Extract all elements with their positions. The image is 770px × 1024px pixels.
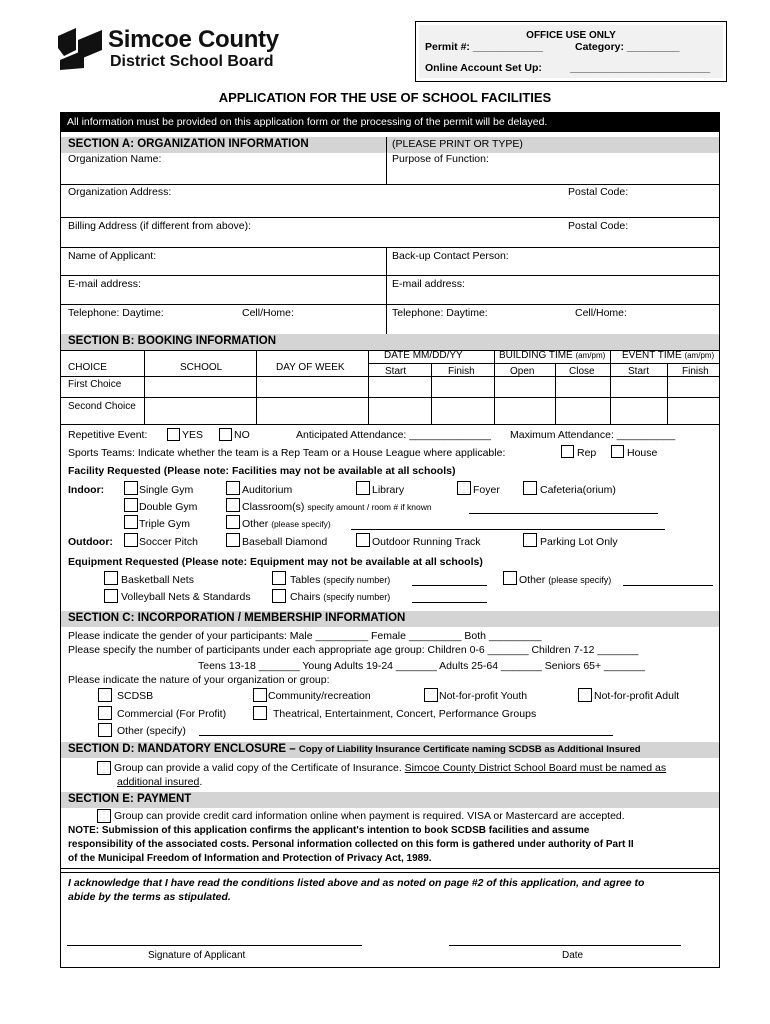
commercial-label: Commercial (For Profit) [117, 708, 227, 720]
backup-telephone-field[interactable]: Telephone: Daytime: [392, 307, 488, 319]
logo-line-1: Simcoe County [108, 26, 279, 53]
single-gym-checkbox[interactable] [124, 481, 138, 495]
nature-label: Please indicate the nature of your organization or group: [68, 674, 330, 686]
telephone-field[interactable]: Telephone: Daytime: [68, 307, 164, 319]
auditorium-checkbox[interactable] [226, 481, 240, 495]
office-use-box [415, 21, 727, 82]
house-label: House [627, 447, 658, 459]
section-d-title: SECTION D: MANDATORY ENCLOSURE – Copy of Liability Insurance Certificate naming SCDSB as Additional Insured [68, 743, 641, 755]
rep-label: Rep [577, 447, 597, 459]
nfp-adult-label: Not-for-profit Adult [594, 690, 680, 702]
applicant-name-field[interactable]: Name of Applicant: [68, 250, 157, 262]
soccer-pitch-label: Soccer Pitch [139, 536, 198, 548]
notice-banner: All information must be provided on this application form or the processing of the permit will be delayed. [61, 113, 719, 132]
double-gym-checkbox[interactable] [124, 498, 138, 512]
classrooms-label: Classroom(s) specify amount / room # if known [242, 501, 432, 513]
org-name-field[interactable]: Organization Name: [68, 153, 162, 165]
row-first-choice: First Choice [68, 379, 122, 390]
triple-gym-checkbox[interactable] [124, 515, 138, 529]
yes-label: YES [182, 429, 204, 441]
classrooms-line[interactable] [469, 513, 658, 514]
nfp-youth-label: Not-for-profit Youth [439, 690, 528, 702]
cafeteria-label: Cafeteria(orium) [540, 484, 616, 496]
maximum-attendance-field[interactable]: Maximum Attendance: __________ [510, 429, 676, 441]
chairs-checkbox[interactable] [272, 589, 286, 603]
col-choice: CHOICE [68, 362, 107, 373]
billing-postal-code-field[interactable]: Postal Code: [568, 220, 629, 232]
library-checkbox[interactable] [356, 481, 370, 495]
chairs-line[interactable] [412, 602, 487, 603]
other-equipment-line[interactable] [623, 585, 713, 586]
nfp-adult-checkbox[interactable] [578, 688, 592, 702]
col-date-start: Start [385, 366, 407, 377]
org-address-field[interactable]: Organization Address: [68, 186, 172, 198]
chairs-label: Chairs (specify number) [290, 591, 391, 603]
logo-line-2: District School Board [110, 53, 274, 70]
section-e-title: SECTION E: PAYMENT [68, 793, 192, 805]
running-track-label: Outdoor Running Track [372, 536, 481, 548]
date-line[interactable] [449, 945, 681, 946]
cafeteria-checkbox[interactable] [523, 481, 537, 495]
indoor-label: Indoor: [68, 484, 105, 496]
triple-gym-label: Triple Gym [139, 518, 190, 530]
anticipated-attendance-field[interactable]: Anticipated Attendance: ______________ [296, 429, 492, 441]
logo-mark-icon [58, 28, 102, 70]
date-label: Date [562, 950, 584, 961]
age-groups-field[interactable]: Please specify the number of participants under each appropriate age group: Children 0-6 _______ Children 7-12 _______ [68, 644, 639, 656]
tables-label: Tables (specify number) [290, 574, 391, 586]
purpose-field[interactable]: Purpose of Function: [392, 153, 489, 165]
col-building-open: Open [510, 366, 535, 377]
payment-text: Group can provide credit card information online when payment is required. VISA or Mastercard are accepted. [114, 810, 625, 822]
running-track-checkbox[interactable] [356, 533, 370, 547]
equipment-heading: Equipment Requested (Please note: Equipment may not be available at all schools) [68, 556, 483, 568]
scdsb-label: SCDSB [117, 690, 154, 702]
permit-field: Permit #: ____________ [425, 41, 543, 53]
tables-line[interactable] [412, 585, 487, 586]
section-b-title: SECTION B: BOOKING INFORMATION [68, 335, 277, 347]
outdoor-label: Outdoor: [68, 536, 113, 548]
row-second-choice: Second Choice [68, 401, 136, 412]
theatrical-checkbox[interactable] [253, 706, 267, 720]
facility-requested-heading: Facility Requested (Please note: Facilities may not be available at all schools) [68, 465, 456, 477]
postal-code-field[interactable]: Postal Code: [568, 186, 629, 198]
no-label: NO [234, 429, 250, 441]
section-a-title: SECTION A: ORGANIZATION INFORMATION [68, 138, 309, 150]
library-label: Library [372, 484, 405, 496]
baseball-diamond-label: Baseball Diamond [242, 536, 328, 548]
single-gym-label: Single Gym [139, 484, 194, 496]
col-day-of-week: DAY OF WEEK [276, 362, 345, 373]
signature-line[interactable] [67, 945, 362, 946]
repetitive-label: Repetitive Event: [68, 429, 148, 441]
form-title: APPLICATION FOR THE USE OF SCHOOL FACILITIES [218, 90, 552, 105]
theatrical-label: Theatrical, Entertainment, Concert, Performance Groups [273, 708, 537, 720]
cell-field[interactable]: Cell/Home: [242, 307, 294, 319]
insurance-text-2: additional insured. [117, 776, 203, 788]
section-c-title: SECTION C: INCORPORATION / MEMBERSHIP INFORMATION [68, 612, 406, 624]
privacy-note-2: responsibility of the associated costs. Personal information collected on this form is gathered under authority of Part II [68, 839, 634, 850]
col-building-time: BUILDING TIME (am/pm) [499, 350, 606, 361]
col-school: SCHOOL [180, 362, 223, 373]
other-org-checkbox[interactable] [98, 723, 112, 737]
soccer-pitch-checkbox[interactable] [124, 533, 138, 547]
other-equipment-label: Other (please specify) [519, 574, 612, 586]
col-event-finish: Finish [682, 366, 709, 377]
privacy-note-3: of the Municipal Freedom of Information and Protection of Privacy Act, 1989. [68, 853, 432, 864]
community-checkbox[interactable] [253, 688, 267, 702]
volleyball-nets-checkbox[interactable] [104, 589, 118, 603]
tables-checkbox[interactable] [272, 571, 286, 585]
nfp-youth-checkbox[interactable] [424, 688, 438, 702]
repetitive-yes-checkbox[interactable] [167, 428, 180, 441]
payment-checkbox[interactable] [97, 809, 111, 823]
gender-field[interactable]: Please indicate the gender of your participants: Male _________ Female _________ Both _________ [68, 630, 542, 642]
email-field[interactable]: E-mail address: [68, 278, 141, 290]
foyer-checkbox[interactable] [457, 481, 471, 495]
classrooms-checkbox[interactable] [226, 498, 240, 512]
other-org-line[interactable] [199, 735, 613, 736]
col-event-start: Start [628, 366, 650, 377]
basketball-nets-checkbox[interactable] [104, 571, 118, 585]
other-equipment-checkbox[interactable] [503, 571, 517, 585]
backup-email-field[interactable]: E-mail address: [392, 278, 465, 290]
age-groups-field-2[interactable]: Teens 13-18 _______ Young Adults 19-24 _______ Adults 25-64 _______ Seniors 65+ _______ [198, 660, 645, 672]
col-date: DATE MM/DD/YY [384, 350, 463, 361]
other-org-label: Other (specify) [117, 725, 186, 737]
baseball-diamond-checkbox[interactable] [226, 533, 240, 547]
privacy-note-1: NOTE: Submission of this application confirms the applicant's intention to book SCDSB facilities and assume [68, 825, 590, 836]
other-facility-checkbox[interactable] [226, 515, 240, 529]
backup-cell-field[interactable]: Cell/Home: [575, 307, 627, 319]
foyer-label: Foyer [473, 484, 500, 496]
signature-label: Signature of Applicant [148, 950, 246, 961]
insurance-checkbox[interactable] [97, 761, 111, 775]
sports-teams-label: Sports Teams: Indicate whether the team is a Rep Team or a House League where applicable: [68, 447, 506, 459]
basketball-nets-label: Basketball Nets [121, 574, 194, 586]
office-use-title: OFFICE USE ONLY [526, 30, 616, 41]
double-gym-label: Double Gym [139, 501, 198, 513]
auditorium-label: Auditorium [242, 484, 293, 496]
scdsb-checkbox[interactable] [98, 688, 112, 702]
online-account-label: Online Account Set Up: [425, 62, 542, 74]
billing-address-field[interactable]: Billing Address (if different from above): [68, 220, 252, 232]
acknowledgement-line-2: abide by the terms as stipulated. [68, 891, 231, 903]
district-logo [58, 26, 298, 74]
repetitive-no-checkbox[interactable] [219, 428, 232, 441]
category-field: Category: _________ [575, 41, 680, 53]
other-facility-label: Other (please specify) [242, 518, 331, 530]
house-checkbox[interactable] [611, 445, 624, 458]
col-date-finish: Finish [448, 366, 475, 377]
parking-lot-checkbox[interactable] [523, 533, 537, 547]
other-facility-line[interactable] [351, 529, 665, 530]
col-event-time: EVENT TIME (am/pm) [622, 350, 715, 361]
online-account-line: ________________________ [570, 62, 711, 74]
col-building-close: Close [569, 366, 595, 377]
rep-checkbox[interactable] [561, 445, 574, 458]
acknowledgement-line-1: I acknowledge that I have read the conditions listed above and as noted on page #2 of this application, and agree to [68, 877, 645, 889]
backup-contact-field[interactable]: Back-up Contact Person: [392, 250, 509, 262]
print-note: (PLEASE PRINT OR TYPE) [392, 138, 523, 150]
parking-lot-label: Parking Lot Only [540, 536, 618, 548]
volleyball-nets-label: Volleyball Nets & Standards [121, 591, 251, 603]
insurance-text: Group can provide a valid copy of the Certificate of Insurance. Simcoe County District School Board must be named as [114, 762, 667, 774]
commercial-checkbox[interactable] [98, 706, 112, 720]
community-label: Community/recreation [268, 690, 371, 702]
